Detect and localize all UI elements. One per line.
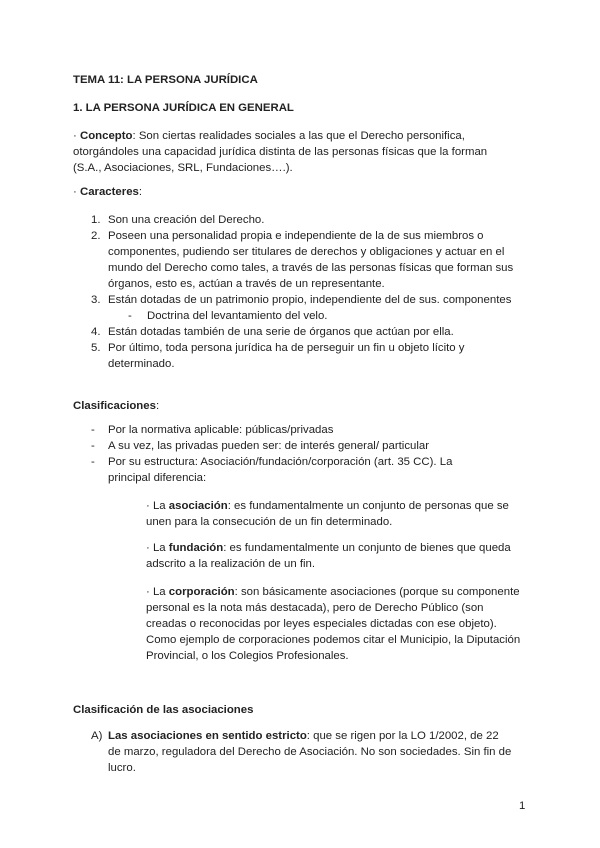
list-item [73, 728, 513, 776]
asociacion-definition [146, 498, 526, 530]
dash: - [128, 310, 132, 322]
definition-text: : es fundamentalmente un conjunto de personas que se unen para la consecución de un fin determinado. [146, 500, 509, 528]
item-number: 2. [91, 230, 101, 242]
item-text: Por último, toda persona jurídica ha de perseguir un fin u objeto lícito y determinado. [108, 342, 465, 370]
caracteres-list [73, 212, 533, 372]
clasificaciones-heading [73, 398, 159, 414]
list-item [73, 212, 533, 228]
list-item [73, 422, 493, 438]
list-item [73, 228, 533, 292]
concepto-paragraph [73, 128, 513, 176]
bullet: · [73, 130, 80, 142]
prefix: · La [146, 500, 169, 512]
corporacion-definition [146, 584, 526, 664]
term: Las asociaciones en sentido estricto [108, 730, 307, 742]
section-heading: 1. LA PERSONA JURÍDICA EN GENERAL [73, 102, 294, 114]
concepto-label: Concepto [79, 130, 133, 142]
item-number: 4. [91, 326, 101, 338]
list-item [73, 340, 533, 372]
item-text: Son una creación del Derecho. [108, 214, 265, 226]
list-item [73, 292, 533, 308]
item-number: 5. [91, 342, 101, 354]
asociaciones-heading: Clasificación de las asociaciones [73, 704, 254, 716]
dash: - [91, 456, 95, 468]
definition-text: : son básicamente asociaciones (porque su componente personal es la nota más destacada), pero de Derecho Público (son creadas o reconocidas por leyes especiales dictadas con ese objeto). Como ejemplo de corporaciones podemos citar el Municipio, la Diputación Provincial, o los Colegios Profesionales. [146, 586, 521, 662]
colon: : [155, 400, 160, 412]
term: corporación [168, 586, 235, 598]
term: asociación [168, 500, 228, 512]
list-item [73, 324, 533, 340]
definition-text: : es fundamentalmente un conjunto de bienes que queda adscrito a la realización de un fin. [146, 542, 511, 570]
list-item [73, 438, 493, 454]
sub-list-item [73, 308, 533, 324]
prefix: · La [146, 586, 169, 598]
list-item [73, 454, 493, 486]
clasificaciones-label: Clasificaciones [73, 400, 156, 412]
item-text: Están dotadas de un patrimonio propio, independiente del de sus. componentes [108, 294, 512, 306]
item-text: Poseen una personalidad propia e independiente de la de sus miembros o componentes, pudiendo ser titulares de derechos y obligaciones y actuar en el mundo del Derecho como tales, a través de las personas físicas que forman sus órganos, esto es, actúan a través de un representante. [108, 230, 514, 290]
caracteres-label: Caracteres [79, 186, 139, 198]
item-number: 1. [91, 214, 101, 226]
term: fundación [168, 542, 224, 554]
clasificaciones-list [73, 422, 493, 486]
colon: : [138, 186, 143, 198]
prefix: · La [146, 542, 169, 554]
item-text: Por su estructura: Asociación/fundación/corporación (art. 35 CC). La principal diferencia: [108, 456, 453, 484]
fundacion-definition [146, 540, 526, 572]
page-number: 1 [519, 800, 526, 812]
item-text: A su vez, las privadas pueden ser: de interés general/ particular [108, 440, 430, 452]
item-text: Están dotadas también de una serie de órganos que actúan por ella. [108, 326, 454, 338]
concepto-text: : Son ciertas realidades sociales a las que el Derecho personifica, otorgándoles una capacidad jurídica distinta de las personas físicas que la forman (S.A., Asociaciones, SRL, Fundaciones….). [73, 130, 488, 174]
item-text: : que se rigen por la LO 1/2002, de 22 de marzo, reguladora del Derecho de Asociación. No son sociedades. Sin fin de lucro. [108, 730, 512, 774]
item-text: Doctrina del levantamiento del velo. [147, 310, 328, 322]
caracteres-heading [73, 184, 142, 200]
dash: - [91, 424, 95, 436]
bullet: · [73, 186, 80, 198]
item-letter: A) [91, 730, 103, 742]
dash: - [91, 440, 95, 452]
item-number: 3. [91, 294, 101, 306]
asociaciones-list [73, 728, 513, 776]
item-text: Por la normativa aplicable: públicas/privadas [108, 424, 334, 436]
document-title: TEMA 11: LA PERSONA JURÍDICA [73, 74, 258, 86]
